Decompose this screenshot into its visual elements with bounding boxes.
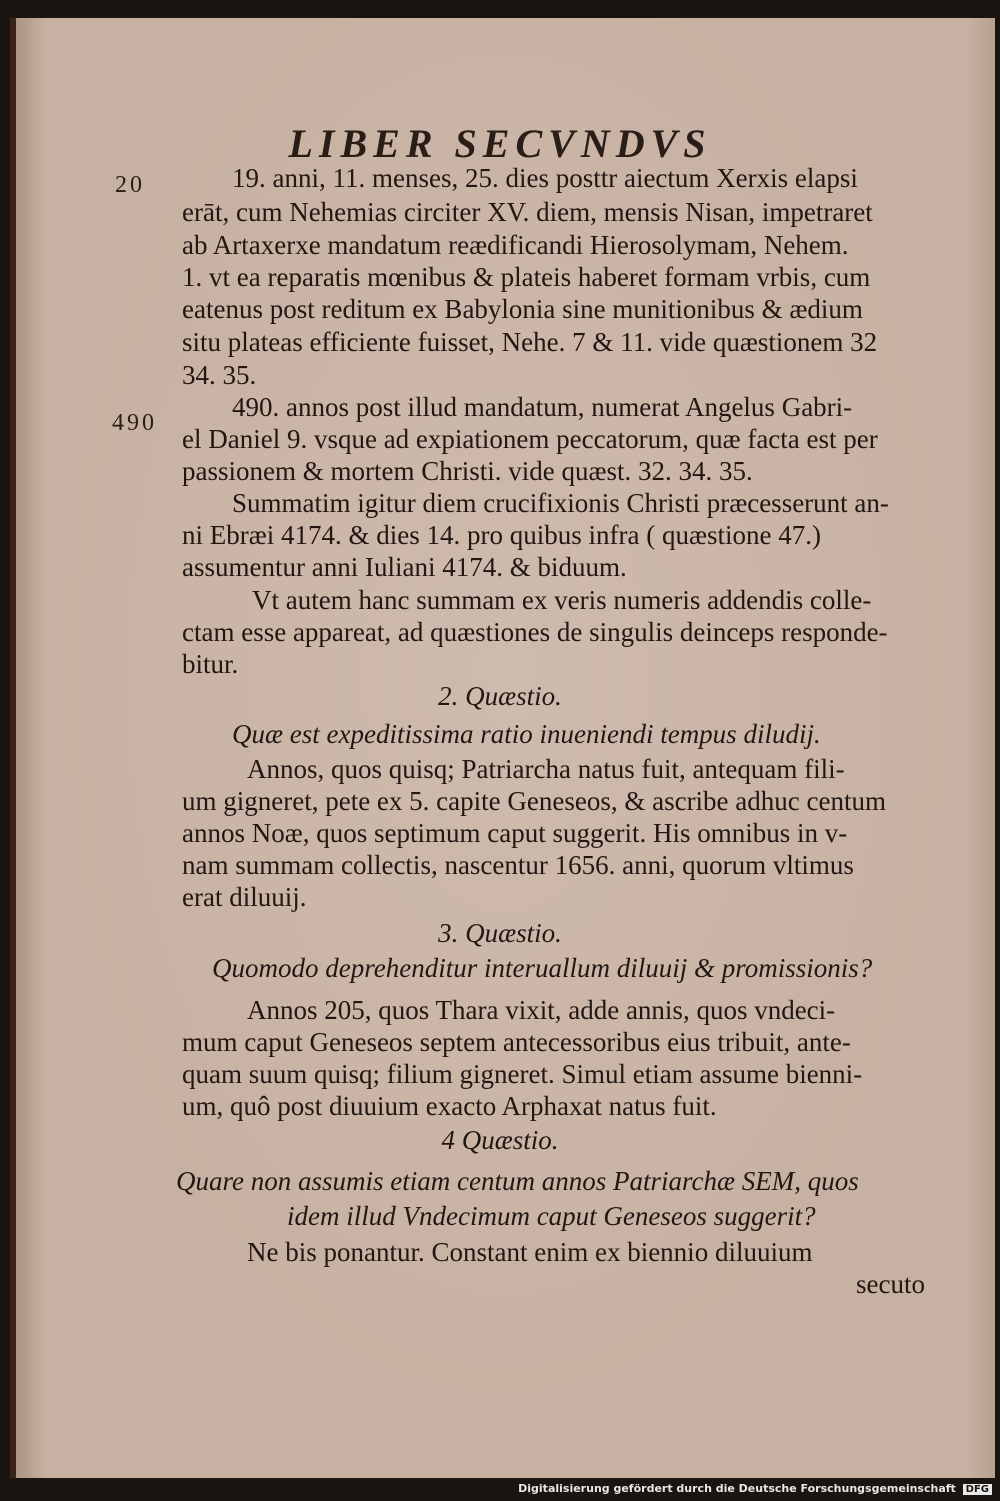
text-line: Annos 205, quos Thara vixit, adde annis, quos vndeci- [247, 995, 836, 1025]
text-line: eatenus post reditum ex Babylonia sine munitionibus & ædium [182, 294, 863, 324]
text-line: erāt, cum Nehemias circiter XV. diem, mensis Nisan, impetraret [182, 197, 873, 227]
text-line: 34. 35. [182, 360, 257, 390]
question-heading-3: 3. Quæstio. [438, 918, 562, 948]
credit-text: Digitalisierung gefördert durch die Deutsche Forschungsgemeinschaft [518, 1482, 956, 1495]
text-line: quam suum quisq; filium gigneret. Simul etiam assume bienni- [182, 1059, 863, 1089]
dfg-logo: DFG [963, 1484, 992, 1495]
text-line: 490. annos post illud mandatum, numerat Angelus Gabri- [232, 392, 853, 422]
question-title-2: Quæ est expeditissima ratio inueniendi tempus diludij. [232, 719, 821, 749]
question-heading-4: 4 Quæstio. [441, 1125, 559, 1155]
text-line: Vt autem hanc summam ex veris numeris addendis colle- [252, 585, 872, 615]
question-heading-2: 2. Quæstio. [438, 681, 562, 711]
text-line: el Daniel 9. vsque ad expiationem peccatorum, quæ facta est per [182, 424, 878, 454]
question-title-4-cont: idem illud Vndecimum caput Geneseos suggerit? [287, 1201, 816, 1231]
text-line: 1. vt ea reparatis mœnibus & plateis haberet formam vrbis, cum [182, 262, 871, 292]
text-line: bitur. [182, 649, 239, 679]
text-line: passionem & mortem Christi. vide quæst. 32. 34. 35. [182, 456, 753, 486]
text-line: assumentur anni Iuliani 4174. & biduum. [182, 552, 627, 582]
text-line: ctam esse appareat, ad quæstiones de singulis deinceps responde- [182, 617, 888, 647]
digitization-credit [518, 1482, 992, 1495]
text-line: ni Ebræi 4174. & dies 14. pro quibus infra ( quæstione 47.) [182, 520, 821, 550]
text-line: Summatim igitur diem crucifixionis Christi præcesserunt an- [232, 488, 889, 518]
text-line: um, quô post diuuium exacto Arphaxat natus fuit. [182, 1091, 717, 1121]
text-line: mum caput Geneseos septem antecessoribus eius tribuit, ante- [182, 1027, 851, 1057]
text-line: 19. anni, 11. menses, 25. dies posttr aiectum Xerxis elapsi [232, 163, 858, 193]
question-title-3: Quomodo deprehenditur interuallum diluuij & promissionis? [212, 953, 873, 983]
margin-note-20: 20 [115, 172, 145, 198]
text-line: nam summam collectis, nascentur 1656. anni, quorum vltimus [182, 850, 854, 880]
text-line: situ plateas efficiente fuisset, Nehe. 7 & 11. vide quæstionem 32 [182, 327, 878, 357]
text-line: ab Artaxerxe mandatum reædificandi Hierosolymam, Nehem. [182, 230, 849, 260]
text-line: um gigneret, pete ex 5. capite Geneseos, & ascribe adhuc centum [182, 786, 886, 816]
text-line: annos Noæ, quos septimum caput suggerit. His omnibus in v- [182, 818, 848, 848]
text-line: Annos, quos quisq; Patriarcha natus fuit, antequam fili- [247, 754, 845, 784]
question-title-4: Quare non assumis etiam centum annos Patriarchæ SEM, quos [176, 1166, 859, 1196]
margin-note-490: 490 [112, 410, 157, 436]
text-line: Ne bis ponantur. Constant enim ex biennio diluuium [247, 1237, 813, 1267]
catchword: secuto [856, 1269, 925, 1299]
running-heading: LIBER SECVNDVS [288, 121, 712, 166]
text-line: erat diluuij. [182, 882, 307, 912]
